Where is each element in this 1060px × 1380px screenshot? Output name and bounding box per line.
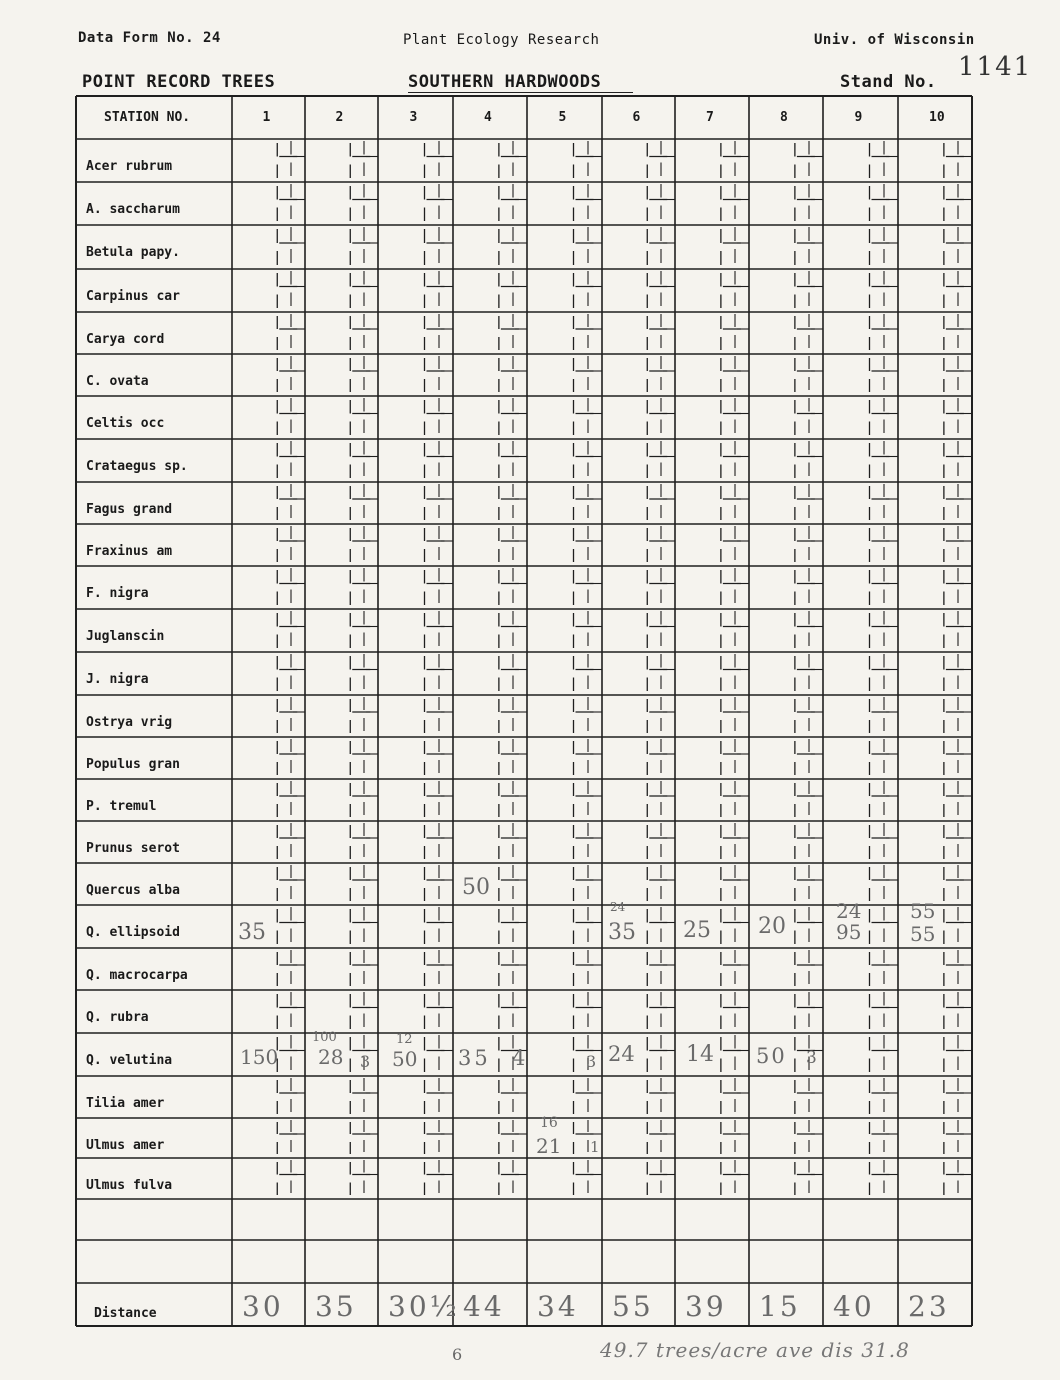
hw-velutina-s2-top: 100	[312, 1030, 337, 1045]
station-number: 10	[929, 110, 945, 125]
species-name: F. nigra	[86, 586, 149, 601]
distance-label: Distance	[94, 1306, 157, 1321]
hw-ulmus-amer-s5-right: 1	[590, 1138, 600, 1156]
hw-velutina-s4: 35	[458, 1046, 491, 1070]
species-name: Q. velutina	[86, 1053, 173, 1068]
species-name: Carpinus car	[86, 289, 180, 304]
species-name: Ostrya vrig	[86, 715, 173, 730]
distance-value: 30	[242, 1290, 284, 1323]
distance-value: 39	[685, 1290, 727, 1323]
station-number: 6	[632, 110, 641, 125]
species-name: C. ovata	[86, 374, 149, 389]
center-title: Plant Ecology Research	[403, 32, 600, 48]
species-name: Betula papy.	[86, 245, 180, 260]
hw-velutina-s7: 14	[686, 1042, 714, 1067]
species-name: Q. macrocarpa	[86, 968, 188, 983]
station-number: 5	[558, 110, 567, 125]
distance-value: 55	[612, 1290, 654, 1323]
station-number: 9	[854, 110, 863, 125]
hw-ellipsoid-s10-top: 55	[910, 899, 936, 923]
station-number: 3	[409, 110, 418, 125]
page-mark: 6	[452, 1345, 463, 1364]
species-name: Ulmus amer	[86, 1138, 165, 1153]
stand-label: Stand No.	[840, 72, 937, 92]
species-name: Ulmus fulva	[86, 1178, 173, 1193]
hw-velutina-s8: 50	[756, 1044, 787, 1068]
hw-quercus-alba-s4: 50	[462, 875, 490, 900]
species-name: Juglanscin	[86, 629, 165, 644]
hw-ulmus-amer-s5: 21	[536, 1134, 562, 1158]
distance-value: 34	[537, 1290, 579, 1323]
hw-ellipsoid-s9: 95	[836, 920, 862, 944]
hw-ellipsoid-s6: 35	[608, 920, 636, 945]
distance-value: 23	[908, 1290, 950, 1323]
species-name: J. nigra	[86, 672, 149, 687]
species-name: Fraxinus am	[86, 544, 173, 559]
species-name: Fagus grand	[86, 502, 173, 517]
species-name: Carya cord	[86, 332, 165, 347]
hw-velutina-s3: 50	[392, 1047, 418, 1071]
species-name: Celtis occ	[86, 416, 165, 431]
species-name: P. tremul	[86, 799, 157, 814]
station-number: 1	[262, 110, 271, 125]
hw-velutina-s6: 24	[608, 1042, 635, 1066]
distance-value: 15	[759, 1290, 801, 1323]
distance-value: 35	[315, 1290, 357, 1323]
station-number: 7	[706, 110, 714, 125]
hw-velutina-s2: 28	[318, 1045, 344, 1069]
stand-number: 1141	[958, 52, 1033, 82]
hw-ellipsoid-s10: 55	[910, 922, 936, 946]
forest-type: SOUTHERN HARDWOODS	[408, 72, 602, 92]
institution: Univ. of Wisconsin	[814, 32, 975, 48]
hw-ellipsoid-s9-top: 24	[836, 899, 862, 923]
station-number: 2	[335, 110, 344, 125]
station-number: 4	[484, 110, 492, 125]
hw-velutina-s4-right: 4	[512, 1046, 526, 1070]
hw-velutina-s5-right: 3	[586, 1052, 597, 1071]
species-name: Crataegus sp.	[86, 459, 188, 474]
hw-ellipsoid-s7: 25	[683, 918, 711, 943]
species-name: Quercus alba	[86, 883, 180, 898]
form-number: Data Form No. 24	[78, 30, 221, 46]
species-name: Prunus serot	[86, 841, 180, 856]
species-name: Populus gran	[86, 757, 180, 772]
species-name: A. saccharum	[86, 202, 180, 217]
hw-ellipsoid-s8: 20	[758, 914, 786, 939]
distance-value: 44	[463, 1290, 505, 1323]
distance-value: 30½	[388, 1290, 460, 1323]
distance-value: 40	[833, 1290, 875, 1323]
record-title: POINT RECORD TREES	[82, 72, 276, 92]
hw-velutina-s3-top: 12	[396, 1032, 413, 1047]
hw-velutina-s2-right: 3	[360, 1052, 371, 1071]
station-label: STATION NO.	[104, 110, 191, 125]
hw-ellipsoid-s1: 35	[238, 920, 266, 945]
hw-ellipsoid-s6-top: 24	[610, 900, 626, 914]
hw-velutina-s1: 150	[240, 1045, 279, 1069]
species-name: Q. ellipsoid	[86, 925, 180, 940]
footer-note: 49.7 trees/acre ave dis 31.8	[600, 1338, 910, 1362]
species-name: Tilia amer	[86, 1096, 165, 1111]
species-name: Acer rubrum	[86, 159, 173, 174]
hw-velutina-s8-right: 3	[806, 1048, 817, 1068]
hw-ulmus-amer-s5-top: 16	[540, 1115, 558, 1131]
species-name: Q. rubra	[86, 1010, 149, 1025]
station-number: 8	[780, 110, 788, 125]
